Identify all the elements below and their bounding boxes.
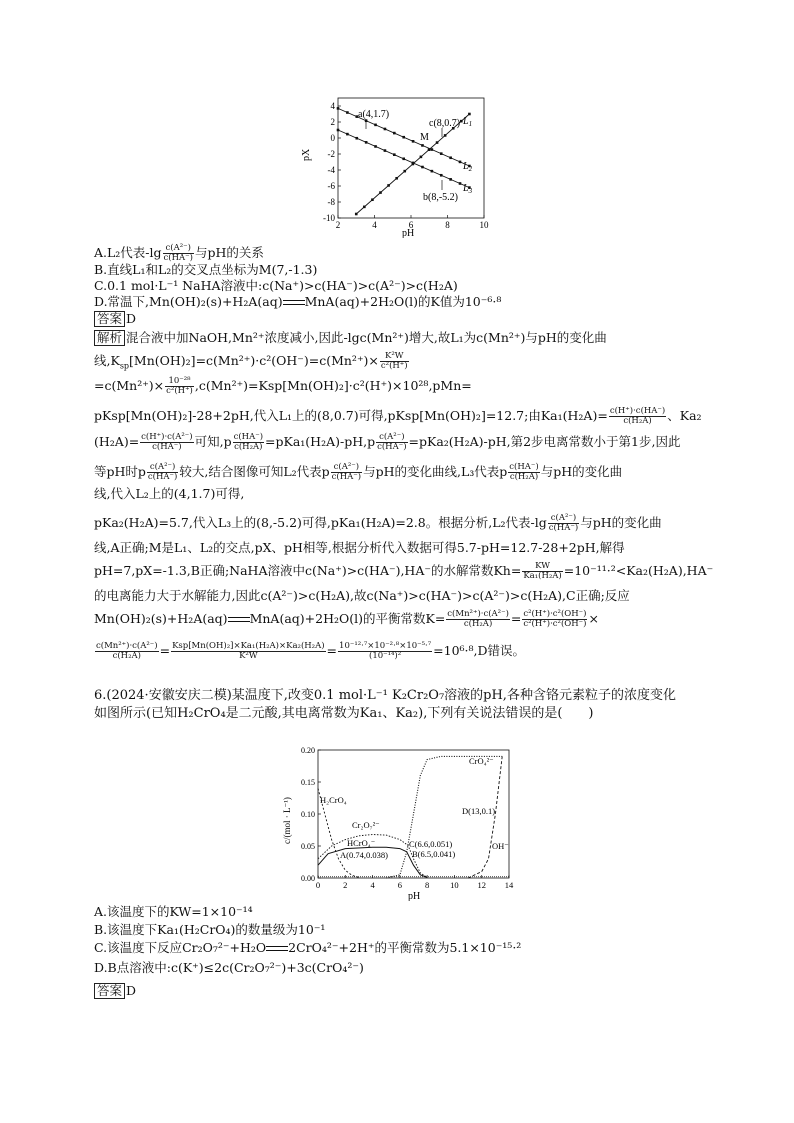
chart1-xtick-label: 8 [445, 220, 450, 230]
analysis-text: 混合液中加NaOH,Mn²⁺浓度减小,因此-lgc(Mn²⁺)增大,故L₁为c(Mn²⁺)与pH的变化曲 [126, 330, 607, 345]
chart1-series-marker [384, 149, 387, 152]
frac-den: K²W [239, 651, 258, 661]
chart2-xtick-label: 6 [397, 880, 402, 890]
chart2-label-cr2o7: Cr₂O₇²⁻ [352, 820, 380, 830]
chart1-ytick-label: 2 [330, 117, 335, 127]
frac-den: c(H₂A) [234, 442, 263, 452]
frac-num: 10⁻²⁸ [165, 377, 194, 387]
analysis-text: =10⁶·⁸,D错误。 [433, 643, 526, 658]
analysis-line-5 [94, 433, 680, 452]
chart1-series-marker [436, 141, 439, 144]
frac-den: Ka₁(H₂A) [523, 571, 562, 581]
chart2-xtick-label: 12 [477, 880, 486, 890]
chart1-series-marker [371, 198, 374, 201]
analysis-text: = [326, 643, 338, 658]
analysis-text: =pKa₂(H₂A)-pH,第2步电离常数小于第1步,因此 [408, 434, 681, 449]
answer-tag: 答案 [94, 983, 125, 999]
chart1-series-marker [421, 144, 424, 147]
analysis-frac [147, 463, 178, 482]
chart2-point-c: C(6.6,0.051) [409, 839, 453, 849]
answer-tag: 答案 [94, 311, 125, 327]
q5-option-a-tail: 与pH的关系 [194, 245, 264, 260]
frac-den: c(H₂A) [112, 651, 141, 661]
chart2-label-h2cro4: H₂CrO₄ [320, 795, 347, 805]
analysis-frac [522, 610, 587, 629]
chart1-series-marker [384, 128, 387, 131]
analysis-line-12 [94, 610, 599, 629]
frac-den: c²(H⁺)·c²(OH⁻) [523, 619, 587, 629]
chart1-series-marker [395, 177, 398, 180]
analysis-text: = [159, 643, 171, 658]
q5-option-d-post: MnA(aq)+2H₂O(l)的K值为10⁻⁶·⁸ [304, 294, 502, 309]
analysis-text: × [588, 611, 599, 626]
analysis-line-7: 线,代入L₂上的(4,1.7)可得, [94, 486, 245, 501]
frac-num: c(A²⁻) [548, 514, 579, 524]
frac-num: c(Mn²⁺)·c(A²⁻) [96, 641, 158, 651]
chart2-label-oh: OH⁻ [492, 841, 509, 851]
analysis-frac [376, 433, 407, 452]
q6-option-c-post: 2CrO₄²⁻+2H⁺的平衡常数为5.1×10⁻¹⁵·² [288, 940, 522, 955]
chart1-series-marker [420, 156, 423, 159]
chart1-ylabel: pX [301, 148, 312, 161]
analysis-line-13 [94, 642, 525, 661]
chart1-series-marker [431, 148, 434, 151]
frac-den: c(HA⁻) [163, 253, 193, 263]
analysis-frac [331, 463, 362, 482]
q6-option-c [94, 940, 521, 956]
chart1-point-a: a(4,1.7) [358, 109, 390, 120]
chart1-series-marker [402, 158, 405, 161]
chart1-series-marker [379, 191, 382, 194]
chart1-series-marker [440, 174, 443, 177]
analysis-text: 与pH的变化曲 [580, 515, 662, 530]
analysis-text: 等pH时p [94, 464, 146, 479]
analysis-line-9: 线,A正确;M是L₁、L₂的交点,pX、pH相等,根据分析代入数据可得5.7-pH=12.7-28+2pH,解得 [94, 540, 625, 555]
chart1-series-marker [431, 170, 434, 173]
chart1-series-marker [421, 166, 424, 169]
answer-value: D [126, 311, 137, 326]
analysis-frac [508, 463, 539, 482]
chart2-xtick-label: 0 [315, 880, 321, 890]
chart2-series-oh [468, 756, 502, 878]
analysis-frac [446, 610, 510, 629]
analysis-text: ,c(Mn²⁺)=Ksp[Mn(OH)₂]·c²(H⁺)×10²⁸,pMn= [194, 378, 472, 393]
frac-num: KW [522, 562, 562, 572]
chart1-xlabel: pH [402, 228, 415, 238]
frac-num: Ksp[Mn(OH)₂]×Ka₁(H₂A)×Ka₂(H₂A) [172, 641, 325, 651]
analysis-frac [609, 407, 666, 426]
frac-den: c²(H⁺) [166, 386, 193, 396]
chart2-ytick-label: 0.00 [301, 874, 315, 883]
q6-option-d: D.B点溶液中:c(K⁺)≤2c(Cr₂O₇²⁻)+3c(CrO₄²⁻) [94, 960, 364, 975]
analysis-line-1 [94, 330, 607, 346]
chart1-series-marker [412, 162, 415, 165]
equilibrium-arrow [228, 616, 250, 624]
frac-num: c(H⁺)·c(A²⁻) [141, 432, 193, 442]
analysis-line-6 [94, 463, 622, 482]
chart1-xtick-label: 6 [408, 220, 414, 230]
chromium-species-chart [282, 746, 522, 901]
frac-num: c(A²⁻) [376, 433, 407, 443]
q5-option-b: B.直线L₁和L₂的交叉点坐标为M(7,-1.3) [94, 262, 318, 277]
analysis-line-3 [94, 377, 472, 396]
analysis-line-11: 的电离能力大于水解能力,因此c(A²⁻)>c(H₂A),故c(Na⁺)>c(HA⁻)>c(A²⁻)>c(H₂A),C正确;反应 [94, 588, 630, 603]
analysis-text: =10⁻¹¹·²<Ka₂(H₂A),HA⁻ [563, 563, 714, 578]
q5-option-d-pre: D.常温下,Mn(OH)₂(s)+H₂A(aq) [94, 294, 283, 309]
q5-option-a-text: A.L₂代表-lg [94, 245, 162, 260]
chart1-ytick-label: 0 [330, 133, 335, 143]
frac-num: c(HA⁻) [509, 462, 539, 472]
chart1-series-marker [337, 107, 340, 110]
answer-value: D [126, 983, 137, 998]
chart1-series-marker [440, 152, 443, 155]
chart1-series-marker [346, 111, 349, 114]
chart1-series-marker [402, 136, 405, 139]
chart1-series-marker [346, 133, 349, 136]
equilibrium-arrow [283, 299, 305, 307]
frac-num: K²W [380, 352, 409, 362]
analysis-text: (H₂A)= [94, 434, 140, 449]
analysis-text: 与pH的变化曲 [540, 464, 623, 479]
chart2-point-b: B(6.5,0.041) [412, 849, 456, 859]
frac-den: c(HA⁻) [331, 472, 362, 482]
frac-den: c(H₂A) [463, 619, 493, 629]
analysis-text: pH=7,pX=-1.3,B正确;NaHA溶液中c(Na⁺)>c(HA⁻),HA⁻的水解常数Kh= [94, 563, 522, 578]
analysis-text: pKsp[Mn(OH)₂]-28+2pH,代入L₁上的(8,0.7)可得,pKsp[Mn(OH)₂]=12.7;由Ka₁(H₂A)= [94, 408, 608, 423]
chart2-xtick-label: 2 [343, 880, 348, 890]
frac-num: c²(H⁺)·c²(OH⁻) [523, 609, 587, 619]
frac-den: c(HA⁻) [548, 523, 579, 533]
frac-num: c(HA⁻) [233, 432, 264, 442]
chart1-series-marker [374, 124, 377, 127]
chart1-label-l3: $L_3$ [463, 183, 473, 195]
chart2-ylabel: c/(mol · L⁻¹) [282, 797, 292, 844]
chart1-xtick-label: 2 [335, 220, 341, 230]
analysis-sub: sp [119, 361, 130, 371]
chart1-series-marker [355, 213, 358, 216]
analysis-text: pKa₂(H₂A)=5.7,代入L₃上的(8,-5.2)可得,pKa₁(H₂A)=2.8。根据分析,L₂代表-lg [94, 515, 547, 530]
chart1-series-marker [449, 178, 452, 181]
q6-stem-line-1: 6.(2024·安徽安庆二模)某温度下,改变0.1 mol·L⁻¹ K₂Cr₂O₇溶液的pH,各种含铬元素粒子的浓度变化 [94, 688, 676, 703]
chart2-label-hcro4: HCrO₄⁻ [347, 838, 376, 848]
q6-answer [94, 983, 136, 999]
analysis-line-4 [94, 407, 702, 426]
analysis-frac [233, 433, 264, 452]
chart1-series-marker [363, 206, 366, 209]
chart1-point-b: b(8,-5.2) [423, 192, 458, 203]
analysis-text: Mn(OH)₂(s)+H₂A(aq) [94, 611, 228, 626]
equilibrium-arrow [266, 945, 288, 953]
frac-num: 10⁻¹²·⁷×10⁻²·⁸×10⁻⁵·⁷ [339, 641, 432, 651]
frac-den: c²(H⁺) [380, 361, 408, 371]
q5-answer [94, 311, 136, 327]
chart2-point-d: D(13,0.1) [462, 806, 496, 816]
frac-den: c(HA⁻) [152, 442, 182, 452]
chart2-point-a: A(0.74,0.038) [340, 850, 388, 860]
chart2-ytick-label: 0.20 [301, 746, 315, 755]
analysis-frac [522, 562, 562, 581]
analysis-frac [380, 352, 409, 371]
analysis-text: =pKa₁(H₂A)-pH,p [265, 434, 376, 449]
analysis-text: 、Ka₂ [667, 408, 702, 423]
chart1-series-marker [393, 132, 396, 135]
chart1-series-marker [444, 134, 447, 137]
chart2-xtick-label: 14 [504, 880, 514, 890]
chart1-series-marker [355, 137, 358, 140]
analysis-frac [95, 642, 159, 661]
frac-num: c(A²⁻) [163, 244, 194, 254]
chart1-xtick-label: 10 [479, 220, 489, 230]
frac-num: c(A²⁻) [331, 463, 362, 473]
chart1-series-marker [412, 140, 415, 143]
analysis-text: 较大,结合图像可知L₂代表p [179, 464, 330, 479]
frac-num: c(A²⁻) [147, 463, 178, 473]
chart1-ytick-label: -6 [327, 181, 335, 191]
q6-option-c-pre: C.该温度下反应Cr₂O₇²⁻+H₂O [94, 940, 267, 955]
frac-num: c(Mn²⁺)·c(A²⁻) [447, 609, 509, 619]
q6-option-b: B.该温度下Ka₁(H₂CrO₄)的数量级为10⁻¹ [94, 922, 326, 937]
analysis-line-10 [94, 562, 713, 581]
chart1-point-c: c(8,0.7) [429, 118, 461, 129]
analysis-frac [548, 514, 579, 533]
px-ph-chart [296, 93, 496, 238]
chart2-xtick-label: 8 [425, 880, 430, 890]
analysis-text: [Mn(OH)₂]=c(Mn²⁺)·c²(OH⁻)=c(Mn²⁺)× [129, 353, 379, 368]
q6-option-a: A.该温度下的KW=1×10⁻¹⁴ [94, 904, 253, 919]
chart2-ytick-label: 0.05 [301, 842, 315, 851]
chart2-xtick-label: 10 [450, 880, 459, 890]
chart1-ytick-label: -2 [327, 149, 335, 159]
analysis-frac [171, 642, 325, 661]
chart1-series-marker [393, 153, 396, 156]
q6-stem-line-2: 如图所示(已知H₂CrO₄是二元酸,其电离常数为Ka₁、Ka₂),下列有关说法错误的是( ) [94, 706, 594, 721]
analysis-text: MnA(aq)+2H₂O(l)的平衡常数K= [249, 611, 446, 626]
chart1-series-marker [337, 129, 340, 132]
frac-den: c(H₂A) [623, 416, 652, 426]
chart1-ytick-label: -8 [327, 197, 335, 207]
analysis-line-2 [94, 352, 410, 371]
analysis-frac [338, 642, 432, 661]
analysis-text: 与pH的变化曲线,L₃代表p [363, 464, 508, 479]
chart1-series-marker [459, 161, 462, 164]
analysis-text: =c(Mn²⁺)× [94, 378, 165, 393]
chart1-series-marker [468, 113, 471, 116]
analysis-text: 线,K [94, 353, 120, 368]
chart1-ytick-label: 4 [330, 101, 335, 111]
analysis-frac [140, 433, 193, 452]
chart1-series-marker [374, 145, 377, 148]
analysis-text: = [510, 611, 522, 626]
chart2-xtick-label: 4 [370, 880, 375, 890]
q5-option-a-frac [163, 244, 194, 263]
frac-den: (10⁻¹⁴)² [369, 651, 402, 661]
chart1-point-m: M [420, 132, 429, 143]
chart1-series-marker [365, 141, 368, 144]
q5-option-a [94, 244, 264, 263]
frac-den: c(HA⁻) [147, 472, 178, 482]
chart1-ytick-label: -10 [323, 213, 335, 223]
chart1-series-marker [459, 182, 462, 185]
chart1-series-marker [387, 184, 390, 187]
analysis-frac [165, 377, 194, 396]
q5-option-d [94, 294, 501, 310]
q5-option-c: C.0.1 mol·L⁻¹ NaHA溶液中:c(Na⁺)>c(HA⁻)>c(A²⁻)>c(H₂A) [94, 278, 458, 293]
analysis-text: 可知,p [194, 434, 232, 449]
chart2-label-cro4: CrO₄²⁻ [469, 756, 494, 766]
chart1-series-marker [449, 156, 452, 159]
chart2-ytick-label: 0.10 [301, 810, 315, 819]
frac-den: c(HA⁻) [377, 442, 407, 452]
chart2-ytick-label: 0.15 [301, 778, 315, 787]
chart2-series-cro4 [386, 756, 502, 878]
analysis-line-8 [94, 514, 662, 533]
analysis-tag: 解析 [94, 330, 125, 346]
chart1-label-l1: $L_1$ [463, 116, 473, 128]
chart1-series-marker [403, 170, 406, 173]
chart1-xtick-label: 4 [372, 220, 377, 230]
frac-num: c(H⁺)·c(HA⁻) [609, 406, 666, 416]
chart1-ytick-label: -4 [327, 165, 335, 175]
chart2-xlabel: pH [408, 891, 421, 901]
chart1-label-l2: $L_2$ [463, 161, 473, 173]
frac-den: c(H₂A) [509, 472, 539, 482]
